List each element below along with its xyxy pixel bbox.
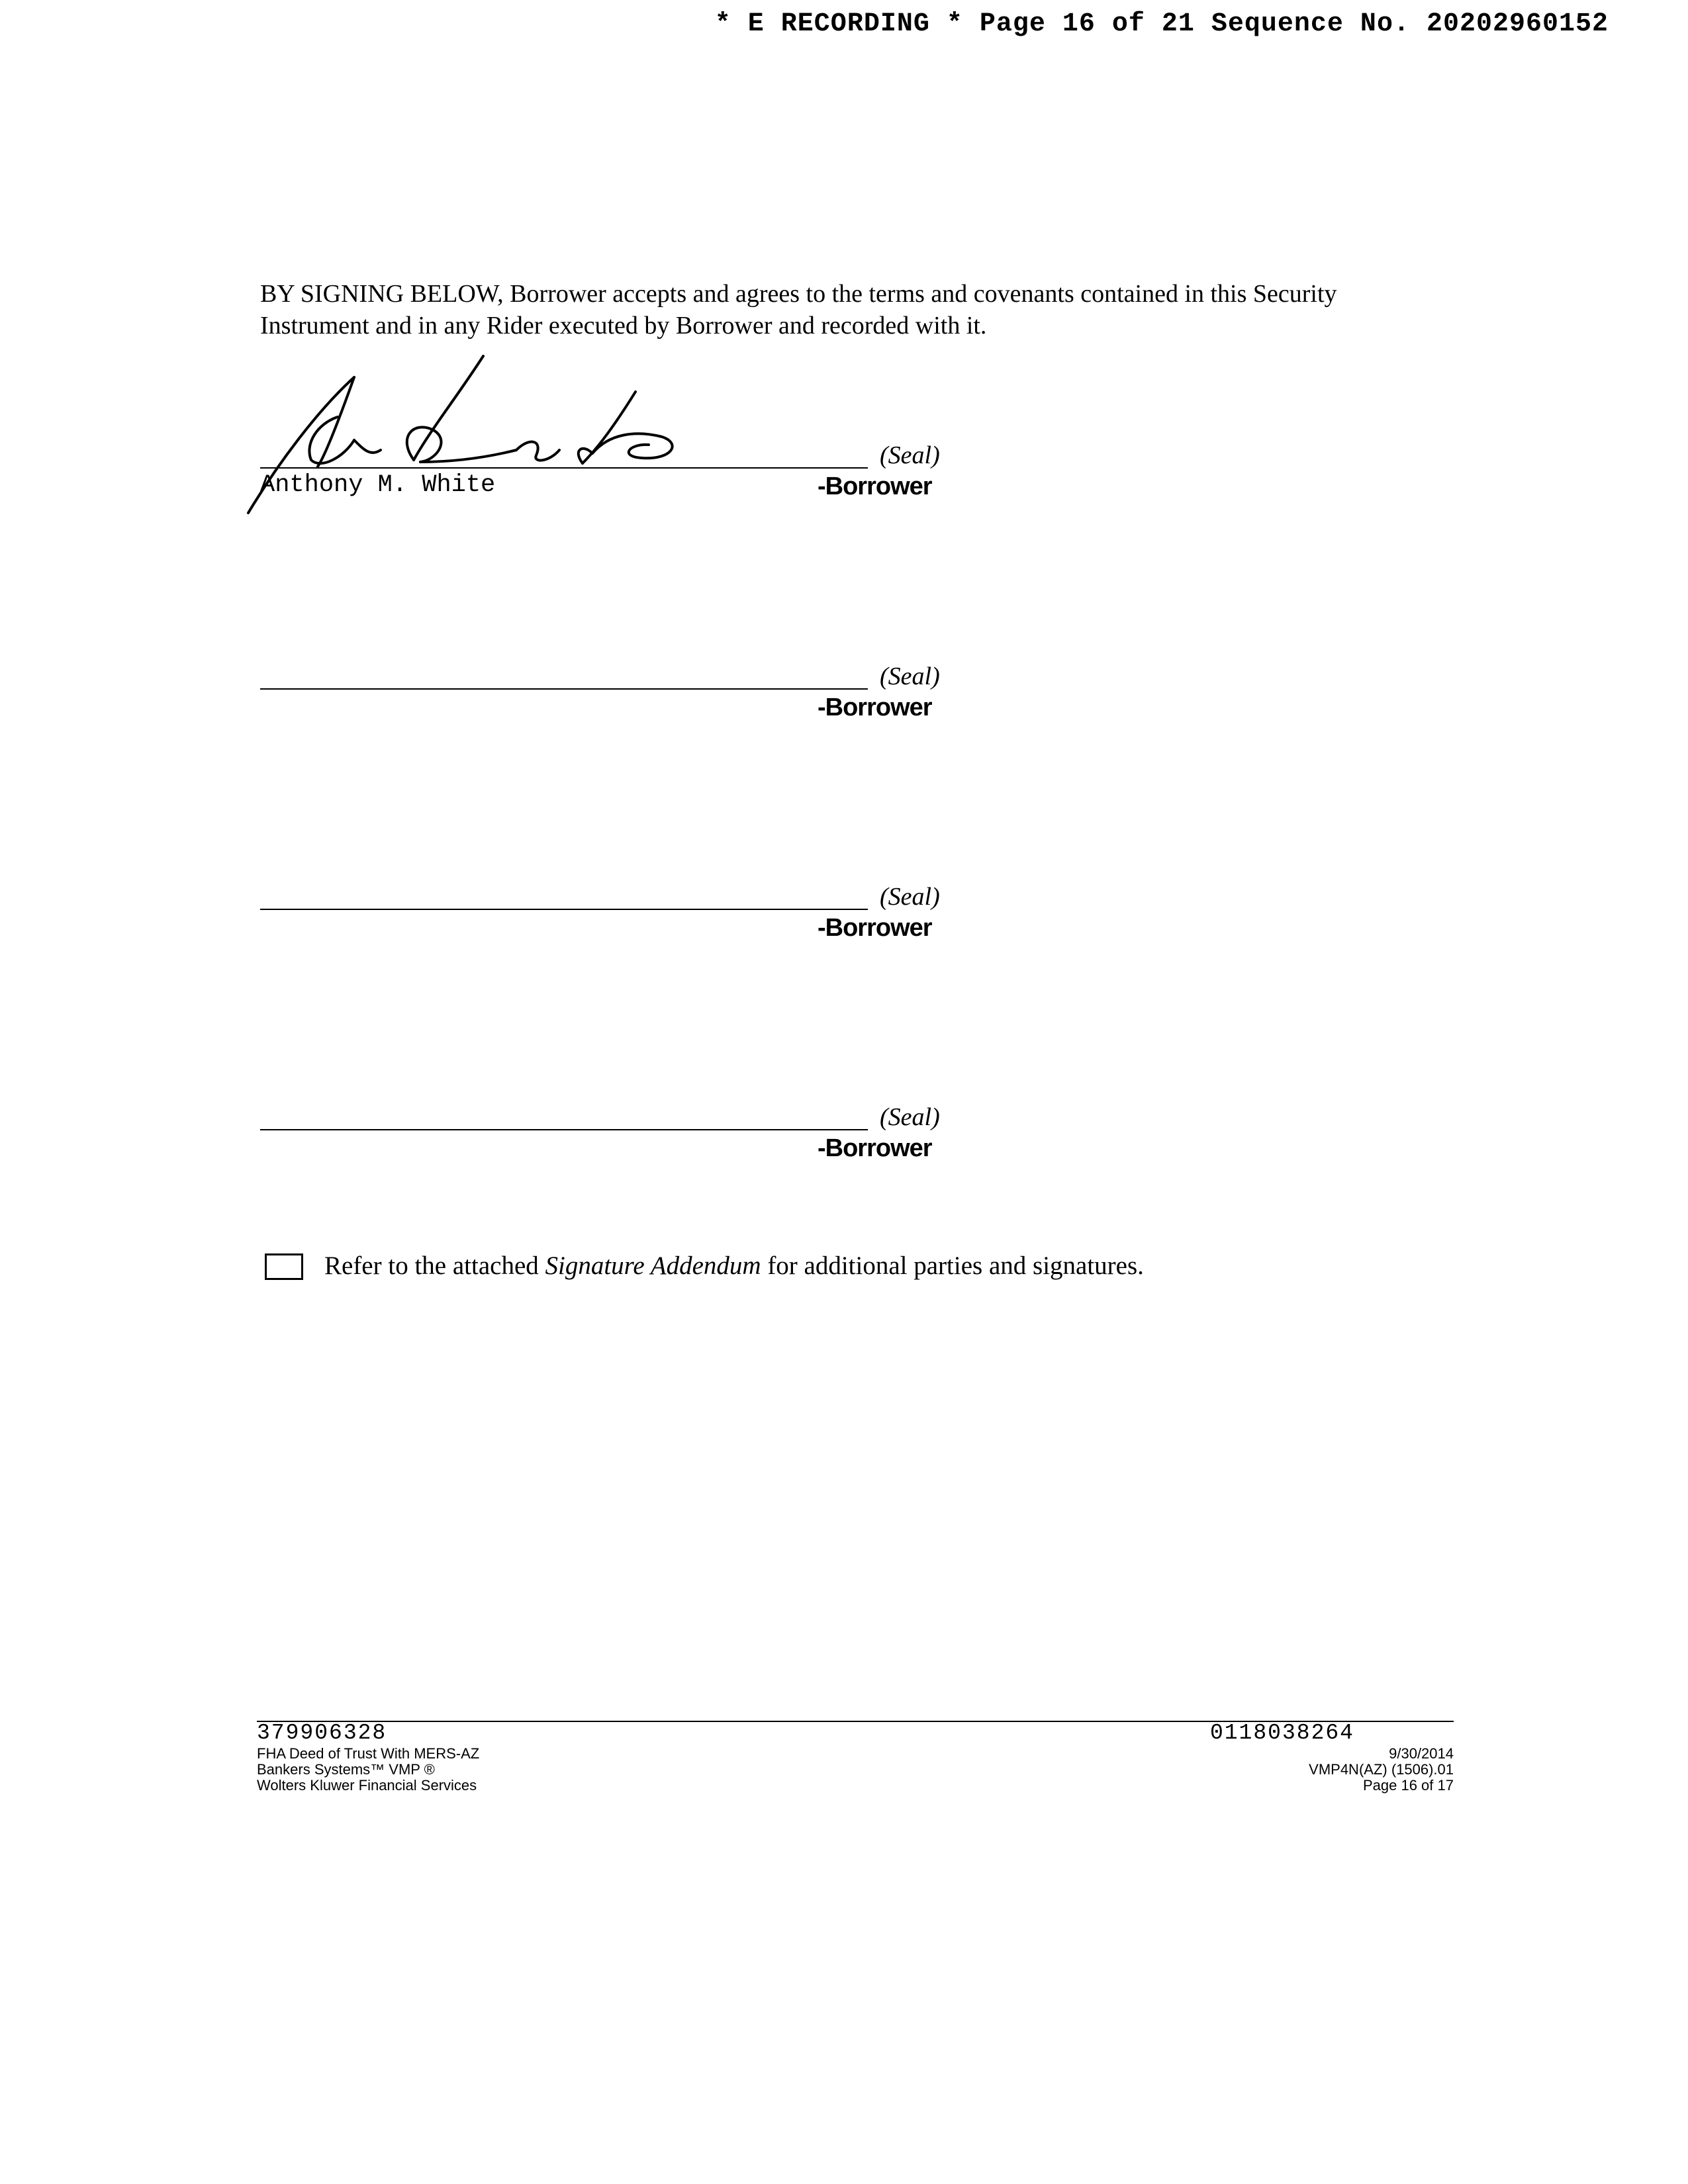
addendum-text <box>324 1251 1144 1281</box>
seal-label: (Seal) <box>880 441 940 469</box>
form-company: Wolters Kluwer Financial Services <box>257 1777 477 1794</box>
signing-statement <box>260 278 1438 341</box>
seal-label: (Seal) <box>880 1103 940 1131</box>
addendum-text-start: Refer to the attached <box>324 1251 545 1280</box>
addendum-text-italic: Signature Addendum <box>545 1251 761 1280</box>
footer-right <box>1210 1721 1454 1794</box>
borrower-name: Anthony M. White <box>260 471 496 499</box>
seal-label: (Seal) <box>880 883 940 911</box>
form-title: FHA Deed of Trust With MERS-AZ <box>257 1745 480 1762</box>
signature-line <box>260 688 868 690</box>
addendum-checkbox[interactable] <box>265 1253 303 1280</box>
signing-statement-line-1: BY SIGNING BELOW, Borrower accepts and agrees to the terms and covenants contained in this Security <box>260 280 1337 308</box>
signature-block-1 <box>260 441 949 533</box>
signature-line <box>260 909 868 910</box>
signing-statement-line-2: Instrument and in any Rider executed by Borrower and recorded with it. <box>260 312 987 340</box>
form-date: 9/30/2014 <box>1389 1745 1454 1762</box>
recording-stamp: * E RECORDING * Page 16 of 21 Sequence No. 20202960152 <box>714 9 1609 39</box>
borrower-label: -Borrower <box>818 1134 932 1162</box>
signature-block-3 <box>260 883 949 975</box>
footer-left <box>257 1721 479 1794</box>
footer-id-number: 379906328 <box>257 1721 387 1745</box>
borrower-label: -Borrower <box>818 914 932 942</box>
form-code: VMP4N(AZ) (1506).01 <box>1309 1761 1454 1778</box>
borrower-label: -Borrower <box>818 473 932 500</box>
loan-number: 0118038264 <box>1209 1721 1354 1745</box>
signature-block-2 <box>260 662 949 754</box>
signature-line <box>260 467 868 469</box>
signature-block-4 <box>260 1103 949 1195</box>
form-publisher: Bankers Systems™ VMP ® <box>257 1761 435 1778</box>
page-number: Page 16 of 17 <box>1362 1777 1454 1794</box>
signature-line <box>260 1129 868 1130</box>
addendum-text-end: for additional parties and signatures. <box>761 1251 1144 1280</box>
borrower-label: -Borrower <box>818 694 932 721</box>
seal-label: (Seal) <box>880 662 940 690</box>
